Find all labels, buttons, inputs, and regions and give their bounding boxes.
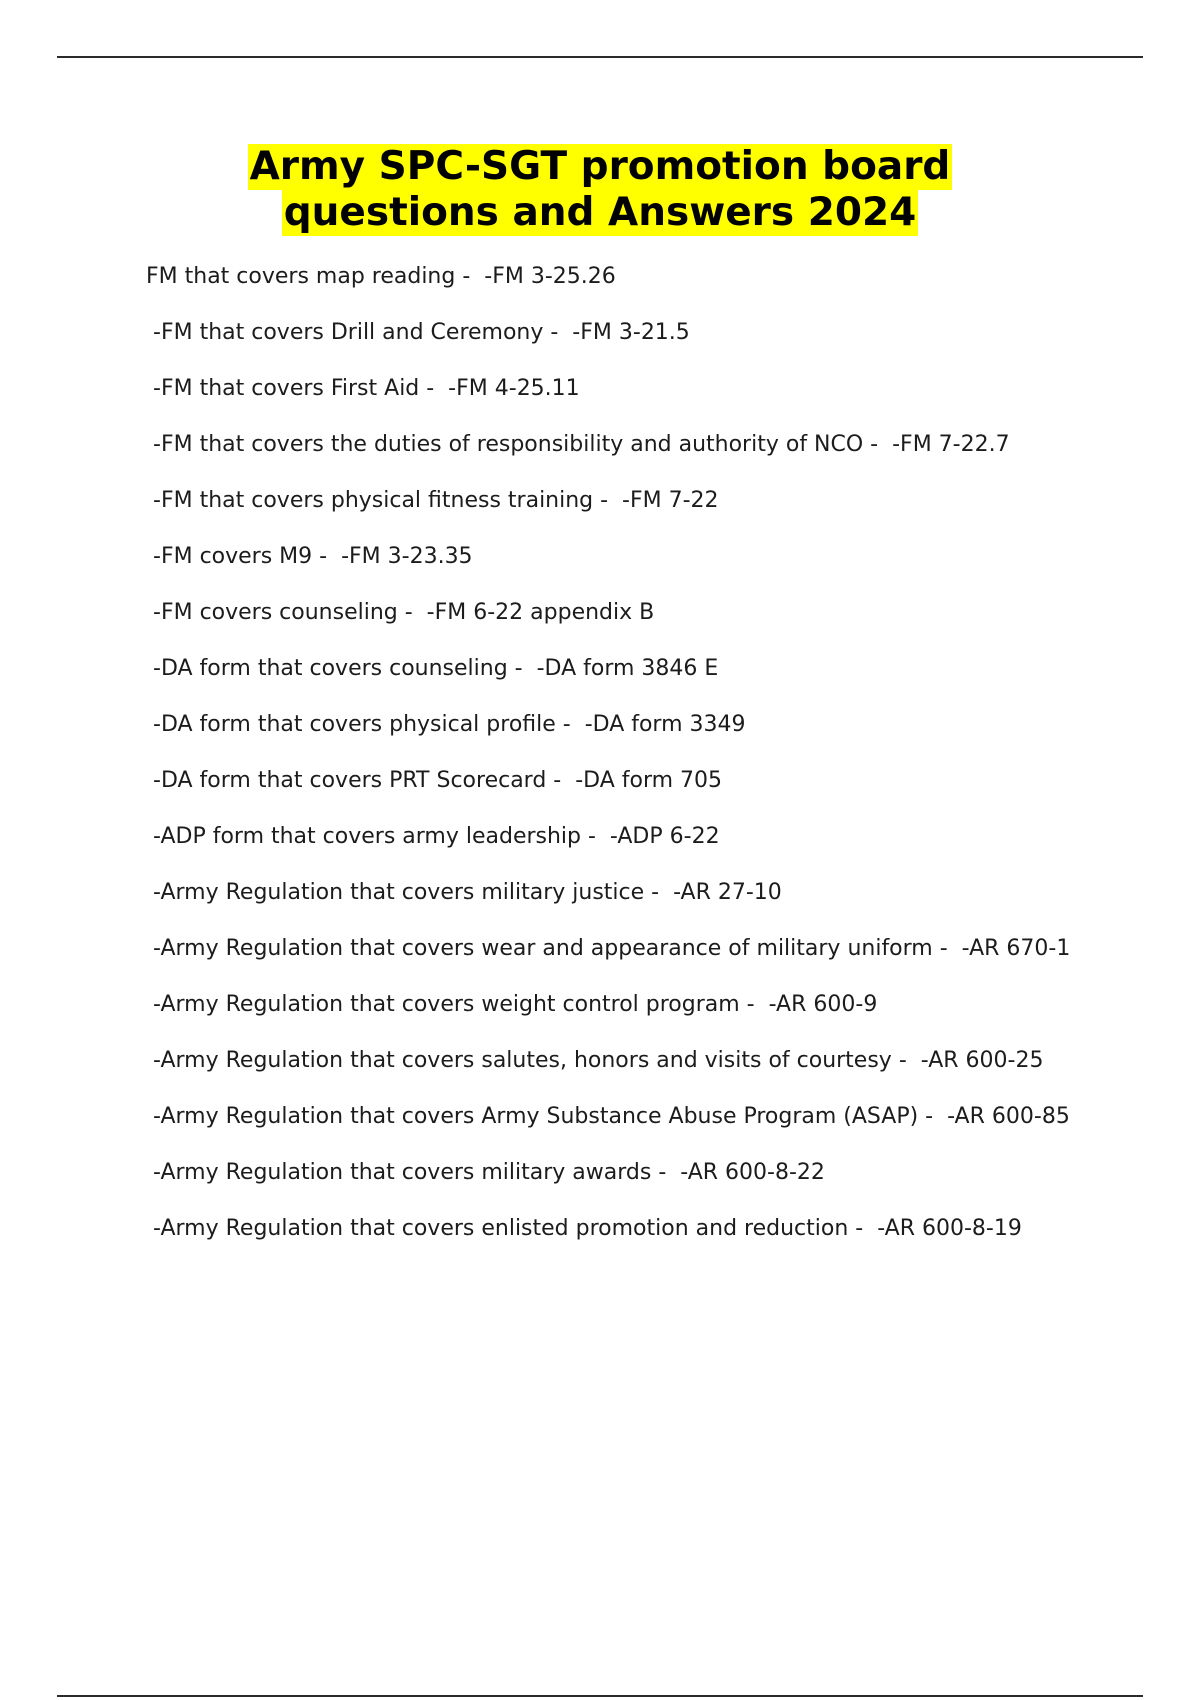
qa-item: -FM that covers the duties of responsibility and authority of NCO - -FM 7-22.7: [146, 432, 1010, 457]
bottom-rule: [57, 1695, 1143, 1697]
qa-item: -Army Regulation that covers wear and appearance of military uniform - -AR 670-1: [146, 936, 1071, 961]
top-rule: [57, 56, 1143, 58]
qa-item: -DA form that covers physical profile - -DA form 3349: [146, 712, 746, 737]
qa-item: -FM that covers First Aid - -FM 4-25.11: [146, 376, 580, 401]
title-line-2: questions and Answers 2024: [283, 190, 917, 235]
document-title: [57, 144, 1143, 236]
qa-item: -FM that covers physical fitness training - -FM 7-22: [146, 488, 719, 513]
qa-item: -Army Regulation that covers Army Substance Abuse Program (ASAP) - -AR 600-85: [146, 1104, 1070, 1129]
qa-item: -FM that covers Drill and Ceremony - -FM 3-21.5: [146, 320, 690, 345]
qa-item: -FM covers M9 - -FM 3-23.35: [146, 544, 473, 569]
qa-item: -Army Regulation that covers enlisted promotion and reduction - -AR 600-8-19: [146, 1216, 1022, 1241]
qa-item: -Army Regulation that covers military justice - -AR 27-10: [146, 880, 782, 905]
title-line-1: Army SPC-SGT promotion board: [249, 144, 951, 189]
qa-item: -Army Regulation that covers salutes, honors and visits of courtesy - -AR 600-25: [146, 1048, 1044, 1073]
qa-list: [146, 263, 1086, 1271]
qa-item: -ADP form that covers army leadership - -ADP 6-22: [146, 824, 720, 849]
qa-item: -Army Regulation that covers military awards - -AR 600-8-22: [146, 1160, 825, 1185]
qa-item: -Army Regulation that covers weight control program - -AR 600-9: [146, 992, 878, 1017]
qa-item: -DA form that covers counseling - -DA form 3846 E: [146, 656, 719, 681]
qa-item: FM that covers map reading - -FM 3-25.26: [146, 264, 616, 289]
qa-item: -FM covers counseling - -FM 6-22 appendix B: [146, 600, 655, 625]
qa-item: -DA form that covers PRT Scorecard - -DA form 705: [146, 768, 723, 793]
